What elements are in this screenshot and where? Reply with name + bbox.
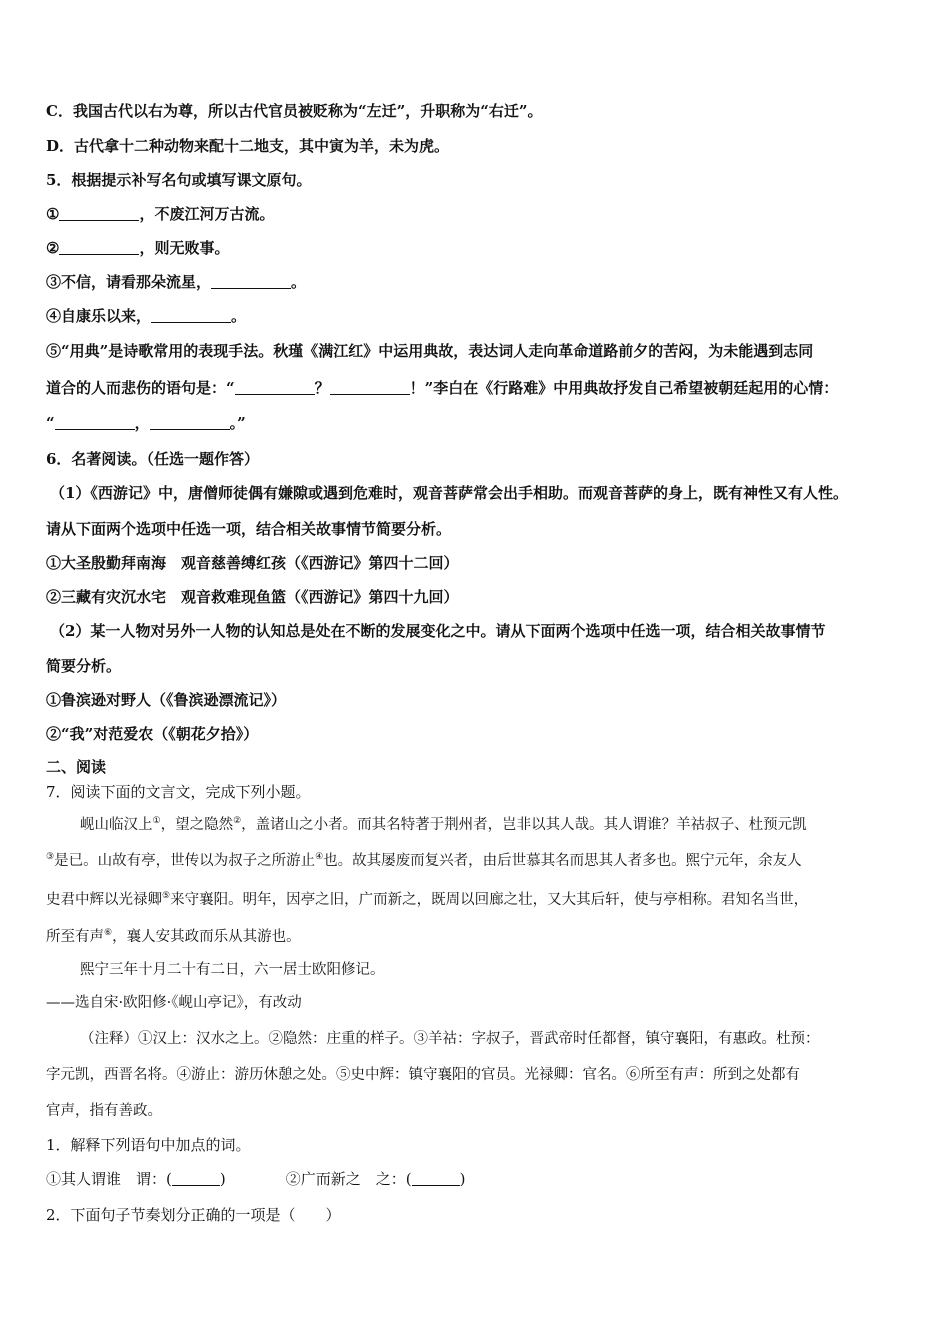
q6-part1-option2: ②三藏有灾沉水宅 观音救难现鱼篮（《西游记》第四十九回） (46, 588, 459, 606)
q6-title: 6．名著阅读。（任选一题作答） (46, 450, 259, 468)
annotation-line1: （注释）①汉上：汉水之上。②隐然：庄重的样子。③羊祜：字叔子，晋武帝时任都督，镇守襄阳，有惠政。杜预： (80, 1031, 820, 1047)
answer-blank[interactable] (330, 380, 410, 395)
answer-blank[interactable] (59, 206, 139, 221)
answer-blank[interactable] (59, 240, 139, 255)
q5-item-1: ① ，不废江河万古流。 (46, 205, 275, 223)
q6-part1-line2: 请从下面两个选项中任选一项，结合相关故事情节简要分析。 (46, 520, 452, 538)
q5-item-3: ③不信，请看那朵流星， 。 (46, 273, 307, 291)
q6-part2-line1: （2）某一人物对另外一人物的认知总是处在不断的发展变化之中。请从下面两个选项中任选一项，结合相关故事情节 (50, 622, 826, 640)
q5-item-5-line2: 道合的人而悲伤的语句是：“ ？ ！”李白在《行路难》中用典故抒发自己希望被朝廷起用的心情： (46, 379, 839, 397)
q7-title: 7．阅读下面的文言文，完成下列小题。 (46, 783, 311, 801)
answer-blank[interactable] (55, 415, 135, 430)
q5-title: 5．根据提示补写名句或填写课文原句。 (46, 171, 312, 189)
answer-blank[interactable] (172, 1171, 220, 1186)
q4-option-d: D．古代拿十二种动物来配十二地支，其中寅为羊，未为虎。 (46, 137, 450, 155)
passage-line3: 史君中辉以光禄卿⑤来守襄阳。明年，因亭之旧，广而新之，既周以回廊之壮，又大其后轩，使与亭相称。君知名当世， (46, 891, 809, 908)
answer-blank[interactable] (211, 274, 291, 289)
answer-blank[interactable] (150, 415, 230, 430)
subquestion-2-title: 2．下面句子节奏划分正确的一项是（ ） (46, 1206, 341, 1224)
answer-blank[interactable] (235, 380, 315, 395)
answer-blank[interactable] (412, 1171, 460, 1186)
subquestion-1-title: 1．解释下列语句中加点的词。 (46, 1136, 251, 1154)
q6-part1-option1: ①大圣殷勤拜南海 观音慈善缚红孩（《西游记》第四十二回） (46, 554, 459, 572)
q6-part2-line2: 简要分析。 (46, 657, 122, 675)
q4-option-c: C．我国古代以右为尊，所以古代官员被贬称为“左迁”，升职称为“右迁”。 (46, 102, 543, 120)
passage-line2: ③是已。山故有亭，世传以为叔子之所游止④也。故其屡废而复兴者，由后世慕其名而思其人者多也。熙宁元年，余友人 (46, 852, 802, 869)
passage-source: ——选自宋·欧阳修·《岘山亭记》，有改动 (46, 995, 302, 1011)
q6-part2-option1: ①鲁滨逊对野人（《鲁滨逊漂流记》） (46, 691, 287, 709)
q5-item-5-line3: “ ， 。” (46, 414, 246, 432)
answer-blank[interactable] (151, 308, 231, 323)
q5-item-2: ② ，则无败事。 (46, 239, 230, 257)
q5-item-4: ④自康乐以来， 。 (46, 307, 247, 325)
annotation-line2: 字元凯，西晋名将。④游止：游历休憩之处。⑤史中辉：镇守襄阳的官员。光禄卿：官名。⑥所至有声：所到之处都有 (46, 1067, 800, 1083)
passage-line1: 岘山临汉上①，望之隐然②，盖诸山之小者。而其名特著于荆州者，岂非以其人哉。其人谓谁？羊祜叔子、杜预元凯 (80, 816, 807, 833)
passage-line4: 所至有声⑥，襄人安其政而乐从其游也。 (46, 928, 301, 945)
q5-item-5-line1: ⑤“用典”是诗歌常用的表现手法。秋瑾《满江红》中运用典故，表达词人走向革命道路前夕的苦闷，为未能遇到志同 (46, 342, 814, 360)
passage-signature: 熙宁三年十月二十有二日，六一居士欧阳修记。 (80, 962, 385, 978)
q6-part1-line1: （1）《西游记》中，唐僧师徒偶有嫌隙或遇到危难时，观音菩萨常会出手相助。而观音菩萨的身上，既有神性又有人性。 (50, 484, 848, 502)
q6-part2-option2: ②“我”对范爱农（《朝花夕拾》） (46, 725, 259, 743)
annotation-line3: 官声，指有善政。 (46, 1103, 162, 1119)
subquestion-1-items: ①其人谓谁 谓：( ) ②广而新之 之：( ) (46, 1170, 466, 1188)
section-heading: 二、阅读 (46, 758, 107, 776)
